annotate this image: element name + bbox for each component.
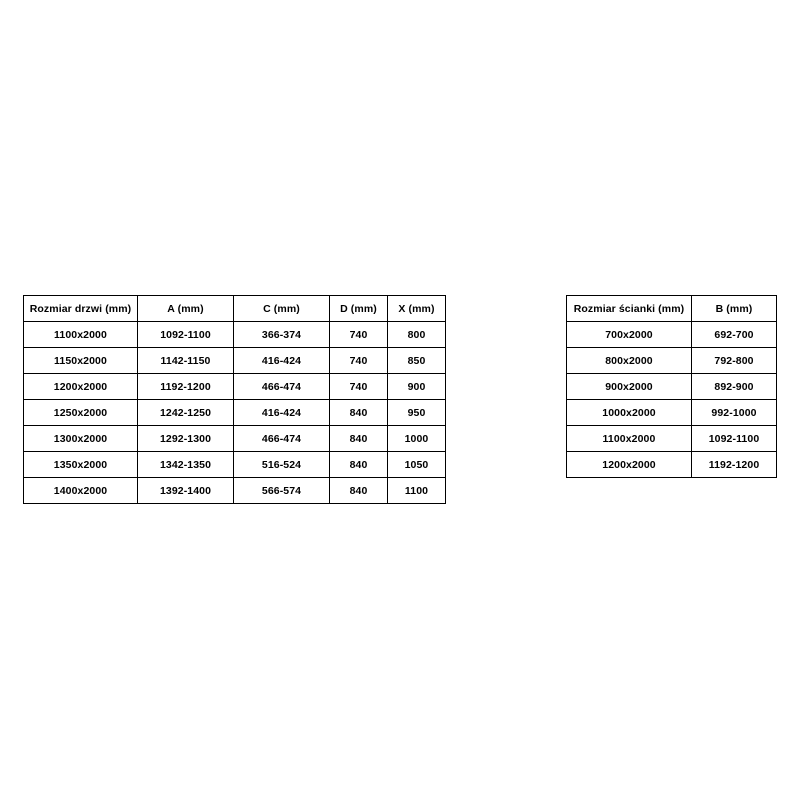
column-header: A (mm)	[138, 296, 234, 322]
table-cell: 1242-1250	[138, 400, 234, 426]
table-cell: 566-574	[234, 478, 330, 504]
table-cell: 800	[388, 322, 446, 348]
table-row	[567, 322, 777, 348]
table-cell: 1192-1200	[138, 374, 234, 400]
table-row	[24, 322, 446, 348]
table-cell: 1292-1300	[138, 426, 234, 452]
table-row	[24, 348, 446, 374]
table-cell: 416-424	[234, 400, 330, 426]
table-cell: 992-1000	[692, 400, 777, 426]
table-header-row	[567, 296, 777, 322]
table-cell: 1200x2000	[567, 452, 692, 478]
table-cell: 1400x2000	[24, 478, 138, 504]
table-cell: 1092-1100	[692, 426, 777, 452]
table-row	[24, 400, 446, 426]
table-cell: 1200x2000	[24, 374, 138, 400]
table-row	[567, 452, 777, 478]
table-cell: 740	[330, 374, 388, 400]
column-header: X (mm)	[388, 296, 446, 322]
table-cell: 740	[330, 322, 388, 348]
table-cell: 740	[330, 348, 388, 374]
table-cell: 1050	[388, 452, 446, 478]
table-cell: 516-524	[234, 452, 330, 478]
table-cell: 792-800	[692, 348, 777, 374]
table-header-row	[24, 296, 446, 322]
table-cell: 1192-1200	[692, 452, 777, 478]
column-header: Rozmiar drzwi (mm)	[24, 296, 138, 322]
table-cell: 800x2000	[567, 348, 692, 374]
table-cell: 850	[388, 348, 446, 374]
table-cell: 466-474	[234, 426, 330, 452]
table-row	[567, 348, 777, 374]
table-cell: 840	[330, 426, 388, 452]
table-row	[567, 426, 777, 452]
column-header: B (mm)	[692, 296, 777, 322]
table-cell: 1000x2000	[567, 400, 692, 426]
table-cell: 840	[330, 452, 388, 478]
table-cell: 1100	[388, 478, 446, 504]
table-cell: 1342-1350	[138, 452, 234, 478]
table-cell: 700x2000	[567, 322, 692, 348]
table-cell: 1300x2000	[24, 426, 138, 452]
table-cell: 366-374	[234, 322, 330, 348]
table-cell: 1000	[388, 426, 446, 452]
table-cell: 1392-1400	[138, 478, 234, 504]
table-cell: 1250x2000	[24, 400, 138, 426]
table-cell: 466-474	[234, 374, 330, 400]
table-cell: 1350x2000	[24, 452, 138, 478]
table-row	[567, 374, 777, 400]
table-cell: 416-424	[234, 348, 330, 374]
table-cell: 840	[330, 478, 388, 504]
table-cell: 950	[388, 400, 446, 426]
column-header: C (mm)	[234, 296, 330, 322]
table-cell: 692-700	[692, 322, 777, 348]
column-header: Rozmiar ścianki (mm)	[567, 296, 692, 322]
table-cell: 1092-1100	[138, 322, 234, 348]
table-row	[24, 426, 446, 452]
column-header: D (mm)	[330, 296, 388, 322]
table-cell: 900	[388, 374, 446, 400]
table-row	[24, 452, 446, 478]
table-cell: 840	[330, 400, 388, 426]
table-cell: 1100x2000	[567, 426, 692, 452]
table-row	[24, 478, 446, 504]
table-cell: 900x2000	[567, 374, 692, 400]
table-cell: 892-900	[692, 374, 777, 400]
table-row	[24, 374, 446, 400]
table-cell: 1150x2000	[24, 348, 138, 374]
wall-sizes-table	[566, 295, 777, 478]
table-row	[567, 400, 777, 426]
door-sizes-table	[23, 295, 446, 504]
table-cell: 1142-1150	[138, 348, 234, 374]
table-cell: 1100x2000	[24, 322, 138, 348]
